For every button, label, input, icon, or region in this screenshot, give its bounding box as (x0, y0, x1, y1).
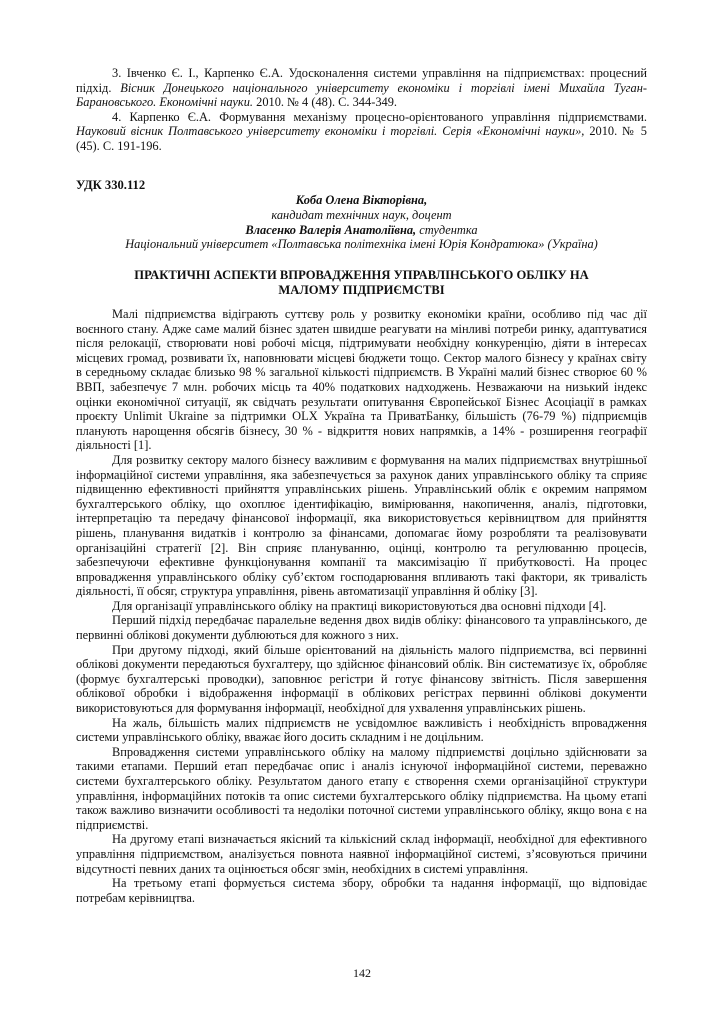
udk-code: УДК 330.112 (76, 178, 146, 192)
reference-authors: Івченко Є. І., Карпенко Є.А. (126, 66, 283, 80)
reference-details: , 2010. № 5 (45). С. 191-196. (76, 124, 648, 153)
paragraph: Для організації управлінського обліку на практиці використовуються два основні підходи [4]. (112, 598, 607, 613)
paragraph: При другому підході, який більше орієнтований на діяльність малого підприємства, всі первинні облікові документи передаються бухгалтеру, що здійснює фінансовий облік. Він систематизує їх, обробляє (формує бухгалтерські проводки), заповнює регістри й готує фінансову звітність. Після завершення облікової обробки і відображення інформації в облікових регістрах первинні облікові документи використовуються для формування інформації, необхідної для ухвалення управлінських рішень. (76, 642, 647, 716)
paragraph: На жаль, більшість малих підприємств не усвідомлює важливість і необхідність впровадження системи управлінського обліку, вважає його досить складним і не доцільним. (76, 715, 647, 745)
reference-item (76, 66, 647, 110)
paragraph: Для розвитку сектору малого бізнесу важливим є формування на малих підприємствах внутрішньої інформаційної системи управління, яка забезпечується за рахунок даних управлінського обліку та сприяє підвищенню ефективності прийняття управлінських рішень. Управлінський облік є окремим напрямом бухгалтерського обліку, що охоплює ідентифікацію, вимірювання, накопичення, аналіз, підготовки, інтерпретацію та передачу фінансової інформації, яка використовується керівництвом для прийняття рішень, планування видатків і контролю за фінансами, допомагає йому розробляти та реалізовувати організаційні стратегії [2]. Він сприяє плануванню, оцінці, контролю та регулюванню процесів, забезпечуючи ефективне функціонування компанії та максимізацію її прибутковості. На процес впровадження управлінського обліку суб’єктом господарювання впливають такі фактори, як тривалість діяльності, її обсяг, структура управління, рівень автоматизації управління й обліку [3]. (76, 452, 647, 599)
author-2-role: студентка (416, 222, 478, 237)
reference-source: Науковий вісник Полтавського університету економіки і торгівлі. Серія «Економічні науки» (76, 124, 582, 139)
reference-number: 4. (112, 109, 122, 124)
reference-authors: Карпенко Є.А. (129, 109, 212, 124)
reference-title: Удосконалення системи управління на підприємствах: процесний підхід. (76, 66, 647, 95)
page-number: 142 (353, 966, 371, 980)
paragraph: На другому етапі визначається якісний та кількісний склад інформації, необхідної для ефективного управління підприємством, аналізується повнота наявної інформаційної системі, з’ясовуються причини відсутності певних даних та оцінюється обсяг змін, необхідних в системі управління. (76, 832, 647, 876)
reference-number: 3. (112, 66, 122, 80)
title-line-1: ПРАКТИЧНІ АСПЕКТИ ВПРОВАДЖЕННЯ УПРАВЛІНСЬКОГО ОБЛІКУ НА (134, 268, 589, 282)
reference-source: Вісник Донецького національного університету економіки і торгівлі імені Михайла Туган-Барановського. Економічні науки. (76, 80, 647, 110)
reference-title: Формування механізму процесно-орієнтованого управління підприємствами. (219, 109, 647, 124)
reference-details: 2010. № 4 (48). С. 344-349. (256, 95, 398, 110)
author-1-name: Коба Олена Вікторівна, (295, 193, 428, 207)
author-2-name: Власенко Валерія Анатоліївна, (245, 222, 417, 237)
paragraph: Малі підприємства відіграють суттєву роль у розвитку економіки країни, особливо під час дії воєнного стану. Адже саме малий бізнес здатен швидше реагувати на мінливі потреби ринку, адаптуватися після релокації, створювати нові робочі місця, підтримувати необхідну конкуренцію, діяти в інтересах місцевих громад, розвивати їх, наповнювати місцеві бюджети тощо. Сектор малого бізнесу у країнах світу в середньому складає близько 98 % загальної кількості підприємств. В Україні малий бізнес створює 60 % ВВП, забезпечує 7 млн. робочих місць та 40% податкових надходжень. Незважаючи на низький індекс оцінки економічної ситуації, як свідчать результати опитування Європейської Бізнес Асоціації в рамках проєкту Unlimit Ukraine за підтримки OLX Україна та ПриватБанку, більшість (76-79 %) підприємців планують нарощення обсягів бізнесу, 30 % - відкриття нових напрямків, а 14% - розширення географії діяльності [1]. (76, 307, 647, 453)
references-section (76, 66, 647, 154)
reference-item (76, 110, 647, 154)
paragraph: На третьому етапі формується система збору, обробки та надання інформації, що відповідає потребам керівництва. (76, 876, 647, 905)
author-1-role: кандидат технічних наук, доцент (271, 207, 452, 222)
paragraph: Перший підхід передбачає паралельне ведення двох видів обліку: фінансового та управлінського, де первинні облікові документи дублюються для кожного з них. (76, 613, 647, 643)
affiliation: Національний університет «Полтавська політехніка імені Юрія Кондратюка» (Україна) (125, 237, 598, 252)
paragraph: Впровадження системи управлінського обліку на малому підприємстві доцільно здійснювати за такими етапами. Перший етап передбачає опис і аналіз існуючої інформаційної системи, переважно системи бухгалтерського обліку. Результатом даного етапу є створення схеми організаційної структури управління, інформаційних потоків та опис системи бухгалтерського обліку підприємства. На цьому етапі також важливо визначити особливості та недоліки поточної системи управлінського обліку, якщо вона є на підприємстві. (76, 744, 647, 832)
author-block (76, 193, 647, 252)
title-line-2: МАЛОМУ ПІДПРИЄМСТВІ (278, 282, 445, 297)
article-body (76, 307, 647, 905)
article-title (76, 268, 647, 297)
